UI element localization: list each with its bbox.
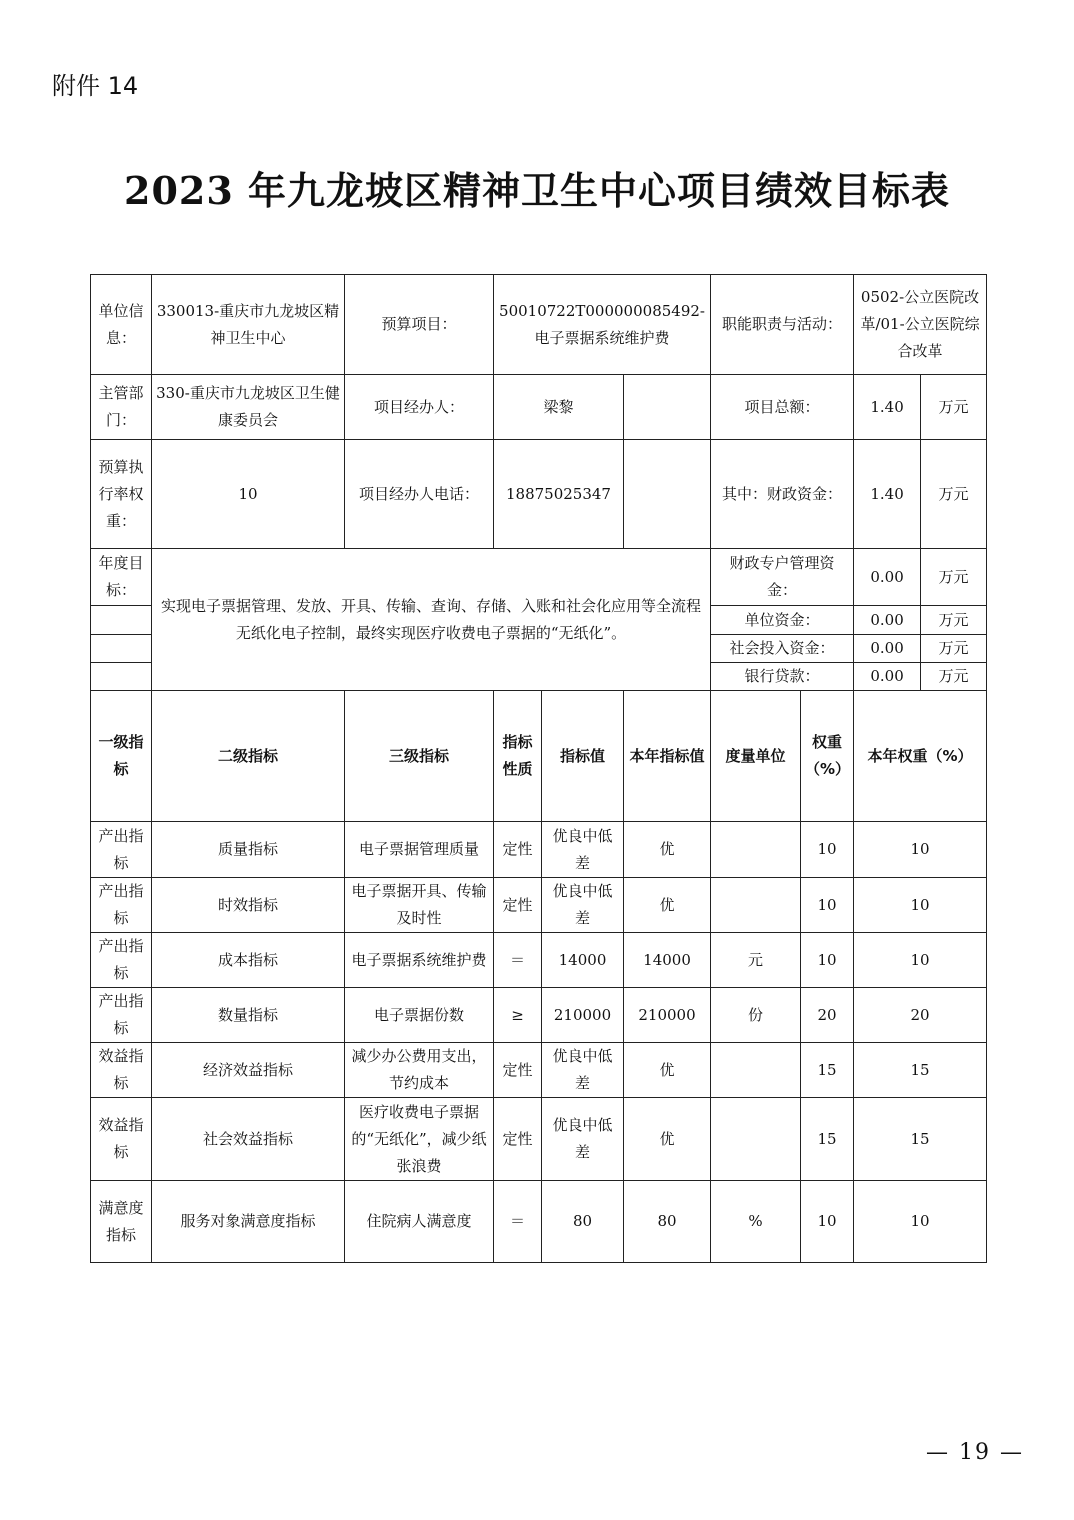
- indicator-nature: 定性: [494, 822, 542, 878]
- total-value: 1.40: [854, 375, 921, 440]
- indicator-weight: 10: [801, 933, 854, 988]
- fiscal-unit: 万元: [921, 440, 987, 549]
- goal-text: 实现电子票据管理、发放、开具、传输、查询、存储、入账和社会化应用等全流程无纸化电子控制，最终实现医疗收费电子票据的“无纸化”。: [152, 549, 711, 691]
- empty-cell: [624, 375, 711, 440]
- loan-value: 0.00: [854, 663, 921, 691]
- indicator-nature: 定性: [494, 1043, 542, 1098]
- table-row: [91, 1181, 987, 1263]
- indicator-level3: 电子票据管理质量: [345, 822, 494, 878]
- dept-value: 330-重庆市九龙坡区卫生健康委员会: [152, 375, 345, 440]
- header-year-weight: 本年权重（%）: [854, 691, 987, 822]
- indicator-nature: ≥: [494, 988, 542, 1043]
- indicator-weight: 15: [801, 1043, 854, 1098]
- empty-cell: [91, 635, 152, 663]
- indicator-level2: 成本指标: [152, 933, 345, 988]
- header-measure-unit: 度量单位: [711, 691, 801, 822]
- phone-value: 18875025347: [494, 440, 624, 549]
- indicator-level3: 减少办公费用支出，节约成本: [345, 1043, 494, 1098]
- indicator-weight: 10: [801, 878, 854, 933]
- social-fund-value: 0.00: [854, 635, 921, 663]
- indicator-nature: 定性: [494, 878, 542, 933]
- indicator-year-weight: 10: [854, 933, 987, 988]
- indicator-value: 优良中低差: [542, 1098, 624, 1181]
- page-number: — 19 —: [926, 1440, 1024, 1465]
- unit-value: 330013-重庆市九龙坡区精神卫生中心: [152, 275, 345, 375]
- handler-label: 项目经办人：: [345, 375, 494, 440]
- indicator-level1: 满意度指标: [91, 1181, 152, 1263]
- indicator-unit: 份: [711, 988, 801, 1043]
- social-fund-unit: 万元: [921, 635, 987, 663]
- table-row: [91, 822, 987, 878]
- weight-value: 10: [152, 440, 345, 549]
- indicator-value: 优良中低差: [542, 1043, 624, 1098]
- handler-value: 梁黎: [494, 375, 624, 440]
- indicator-year-value: 优: [624, 822, 711, 878]
- duty-label: 职能职责与活动：: [711, 275, 854, 375]
- info-row-dept: [91, 375, 987, 440]
- info-row-weight: [91, 440, 987, 549]
- empty-cell: [91, 606, 152, 635]
- indicator-year-value: 210000: [624, 988, 711, 1043]
- table-row: [91, 878, 987, 933]
- total-unit: 万元: [921, 375, 987, 440]
- indicator-nature: 定性: [494, 1098, 542, 1181]
- budget-item-label: 预算项目：: [345, 275, 494, 375]
- header-value: 指标值: [542, 691, 624, 822]
- indicator-level1: 产出指标: [91, 822, 152, 878]
- indicator-level3: 电子票据系统维护费: [345, 933, 494, 988]
- loan-label: 银行贷款：: [711, 663, 854, 691]
- indicator-header-row: [91, 691, 987, 822]
- indicator-level2: 数量指标: [152, 988, 345, 1043]
- indicator-unit: [711, 1043, 801, 1098]
- fiscal-label: 其中：财政资金：: [711, 440, 854, 549]
- header-level2: 二级指标: [152, 691, 345, 822]
- indicator-year-weight: 10: [854, 1181, 987, 1263]
- fiscal-value: 1.40: [854, 440, 921, 549]
- indicator-weight: 10: [801, 1181, 854, 1263]
- indicator-weight: 10: [801, 822, 854, 878]
- own-fund-label: 单位资金：: [711, 606, 854, 635]
- table-row: [91, 1043, 987, 1098]
- header-weight: 权重（%）: [801, 691, 854, 822]
- indicator-level3: 医疗收费电子票据的“无纸化”，减少纸张浪费: [345, 1098, 494, 1181]
- duty-value: 0502-公立医院改革/01-公立医院综合改革: [854, 275, 987, 375]
- indicator-year-weight: 10: [854, 822, 987, 878]
- indicator-level1: 效益指标: [91, 1098, 152, 1181]
- table-row: [91, 933, 987, 988]
- indicator-weight: 20: [801, 988, 854, 1043]
- unit-label: 单位信息：: [91, 275, 152, 375]
- info-row-unit: [91, 275, 987, 375]
- indicator-value: 优良中低差: [542, 822, 624, 878]
- own-fund-value: 0.00: [854, 606, 921, 635]
- indicator-level1: 产出指标: [91, 988, 152, 1043]
- header-nature: 指标性质: [494, 691, 542, 822]
- attachment-label: 附件 14: [52, 72, 139, 100]
- indicator-year-value: 14000: [624, 933, 711, 988]
- indicator-level3: 电子票据份数: [345, 988, 494, 1043]
- indicator-year-weight: 15: [854, 1098, 987, 1181]
- indicator-value: 210000: [542, 988, 624, 1043]
- total-label: 项目总额：: [711, 375, 854, 440]
- indicator-year-weight: 10: [854, 878, 987, 933]
- header-level1: 一级指标: [91, 691, 152, 822]
- indicator-value: 80: [542, 1181, 624, 1263]
- phone-label: 项目经办人电话：: [345, 440, 494, 549]
- table-row: [91, 988, 987, 1043]
- performance-table: [90, 274, 987, 1263]
- indicator-year-value: 优: [624, 878, 711, 933]
- indicator-value: 14000: [542, 933, 624, 988]
- indicator-level3: 住院病人满意度: [345, 1181, 494, 1263]
- indicator-level2: 经济效益指标: [152, 1043, 345, 1098]
- header-year-value: 本年指标值: [624, 691, 711, 822]
- indicator-unit: [711, 878, 801, 933]
- indicator-level2: 社会效益指标: [152, 1098, 345, 1181]
- indicator-nature: ＝: [494, 933, 542, 988]
- special-fund-label: 财政专户管理资金：: [711, 549, 854, 606]
- own-fund-unit: 万元: [921, 606, 987, 635]
- indicator-nature: ＝: [494, 1181, 542, 1263]
- loan-unit: 万元: [921, 663, 987, 691]
- indicator-unit: [711, 1098, 801, 1181]
- indicator-level3: 电子票据开具、传输及时性: [345, 878, 494, 933]
- special-fund-value: 0.00: [854, 549, 921, 606]
- header-level3: 三级指标: [345, 691, 494, 822]
- indicator-weight: 15: [801, 1098, 854, 1181]
- table-row: [91, 1098, 987, 1181]
- indicator-unit: [711, 822, 801, 878]
- indicator-value: 优良中低差: [542, 878, 624, 933]
- indicator-year-weight: 15: [854, 1043, 987, 1098]
- indicator-level2: 服务对象满意度指标: [152, 1181, 345, 1263]
- page-title: 2023 年九龙坡区精神卫生中心项目绩效目标表: [124, 168, 950, 213]
- weight-label: 预算执行率权重：: [91, 440, 152, 549]
- indicator-level2: 质量指标: [152, 822, 345, 878]
- indicator-unit: %: [711, 1181, 801, 1263]
- indicator-level2: 时效指标: [152, 878, 345, 933]
- special-fund-unit: 万元: [921, 549, 987, 606]
- empty-cell: [624, 440, 711, 549]
- indicator-unit: 元: [711, 933, 801, 988]
- empty-cell: [91, 663, 152, 691]
- indicator-year-value: 优: [624, 1098, 711, 1181]
- budget-item-value: 50010722T000000085492-电子票据系统维护费: [494, 275, 711, 375]
- goal-label: 年度目标：: [91, 549, 152, 606]
- goal-row: [91, 549, 987, 606]
- social-fund-label: 社会投入资金：: [711, 635, 854, 663]
- dept-label: 主管部门：: [91, 375, 152, 440]
- indicator-level1: 产出指标: [91, 878, 152, 933]
- indicator-year-weight: 20: [854, 988, 987, 1043]
- indicator-year-value: 80: [624, 1181, 711, 1263]
- indicator-level1: 效益指标: [91, 1043, 152, 1098]
- indicator-year-value: 优: [624, 1043, 711, 1098]
- indicator-level1: 产出指标: [91, 933, 152, 988]
